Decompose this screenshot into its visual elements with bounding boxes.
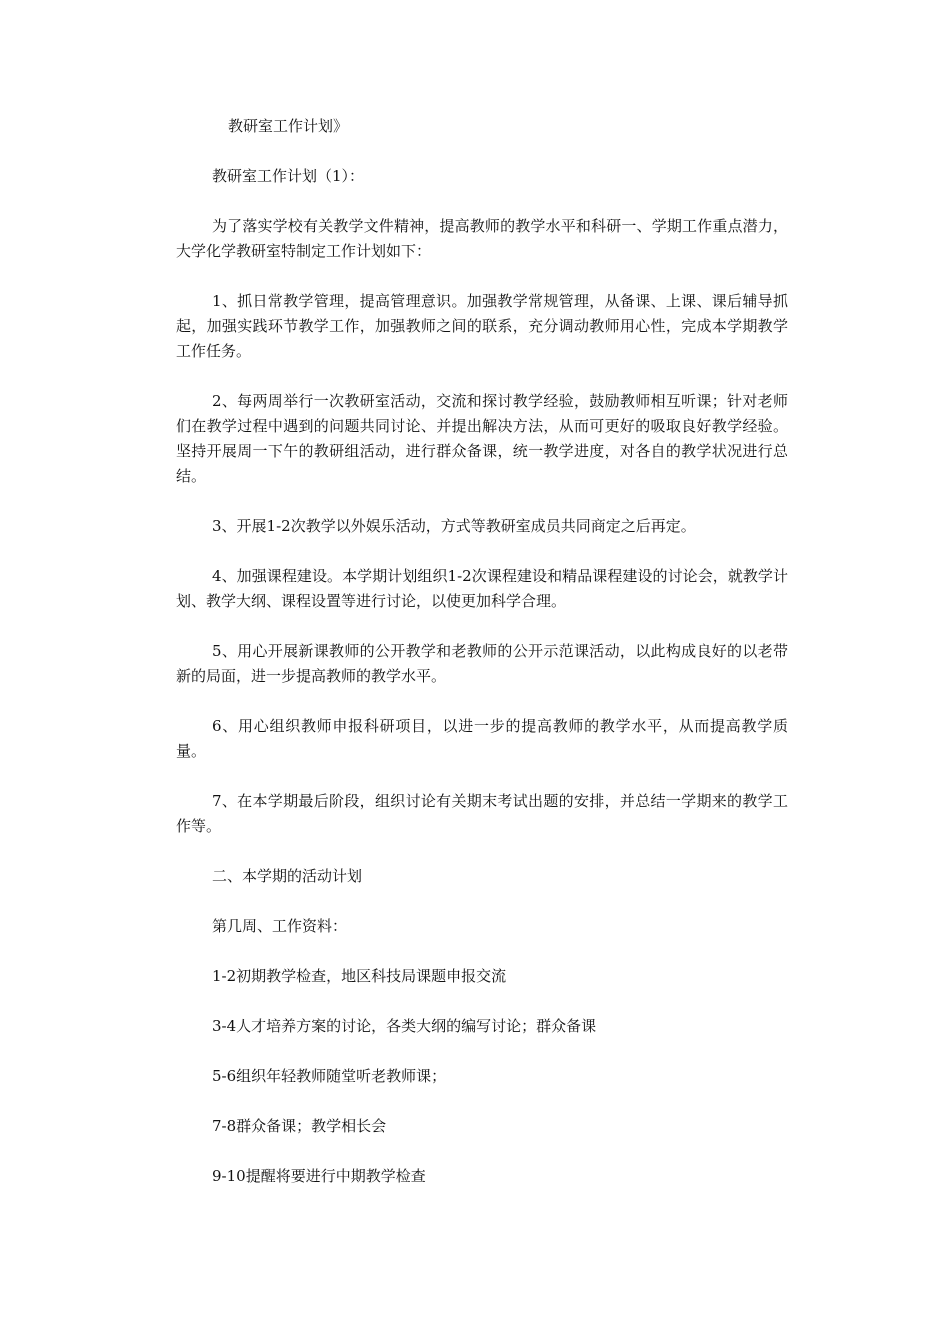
schedule-row-week-1-2: 1-2初期教学检查，地区科技局课题申报交流 bbox=[212, 967, 507, 985]
paragraph-item-4: 4、加强课程建设。本学期计划组织1-2次课程建设和精品课程建设的讨论会，就教学计划、教学大纲、课程设置等进行讨论，以使更加科学合理。 bbox=[176, 567, 788, 610]
schedule-row-week-3-4: 3-4人才培养方案的讨论，各类大纲的编写讨论；群众备课 bbox=[212, 1017, 597, 1035]
paragraph-item-3: 3、开展1-2次教学以外娱乐活动，方式等教研室成员共同商定之后再定。 bbox=[212, 517, 696, 535]
schedule-header: 第几周、工作资料： bbox=[212, 917, 348, 935]
paragraph-intro: 为了落实学校有关教学文件精神，提高教师的教学水平和科研一、学期工作重点潜力，大学化学教研室特制定工作计划如下： bbox=[176, 217, 788, 260]
paragraph-item-2: 2、每两周举行一次教研室活动，交流和探讨教学经验，鼓励教师相互听课；针对老师们在教学过程中遇到的问题共同讨论、并提出解决方法，从而可更好的吸取良好教学经验。坚持开展周一下午的教研组活动，进行群众备课，统一教学进度，对各自的教学状况进行总结。 bbox=[176, 392, 788, 485]
paragraph-item-5: 5、用心开展新课教师的公开教学和老教师的公开示范课活动，以此构成良好的以老带新的局面，进一步提高教师的教学水平。 bbox=[176, 642, 788, 685]
paragraph-item-1: 1、抓日常教学管理，提高管理意识。加强教学常规管理，从备课、上课、课后辅导抓起，加强实践环节教学工作，加强教师之间的联系，充分调动教师用心性，完成本学期教学工作任务。 bbox=[176, 292, 788, 360]
document-title: 教研室工作计划》 bbox=[228, 117, 349, 135]
schedule-row-week-5-6: 5-6组织年轻教师随堂听老教师课； bbox=[212, 1067, 447, 1085]
paragraph-item-7: 7、在本学期最后阶段，组织讨论有关期末考试出题的安排，并总结一学期来的教学工作等。 bbox=[176, 792, 788, 835]
schedule-row-week-7-8: 7-8群众备课；教学相长会 bbox=[212, 1117, 387, 1135]
schedule-row-week-9-10: 9-10提醒将要进行中期教学检查 bbox=[212, 1167, 426, 1185]
document-page bbox=[176, 114, 788, 1214]
paragraph-plan-heading: 教研室工作计划（1）： bbox=[212, 167, 365, 185]
paragraph-item-6: 6、用心组织教师申报科研项目，以进一步的提高教师的教学水平，从而提高教学质量。 bbox=[176, 717, 788, 760]
section-heading-activity-plan: 二、本学期的活动计划 bbox=[212, 867, 363, 885]
